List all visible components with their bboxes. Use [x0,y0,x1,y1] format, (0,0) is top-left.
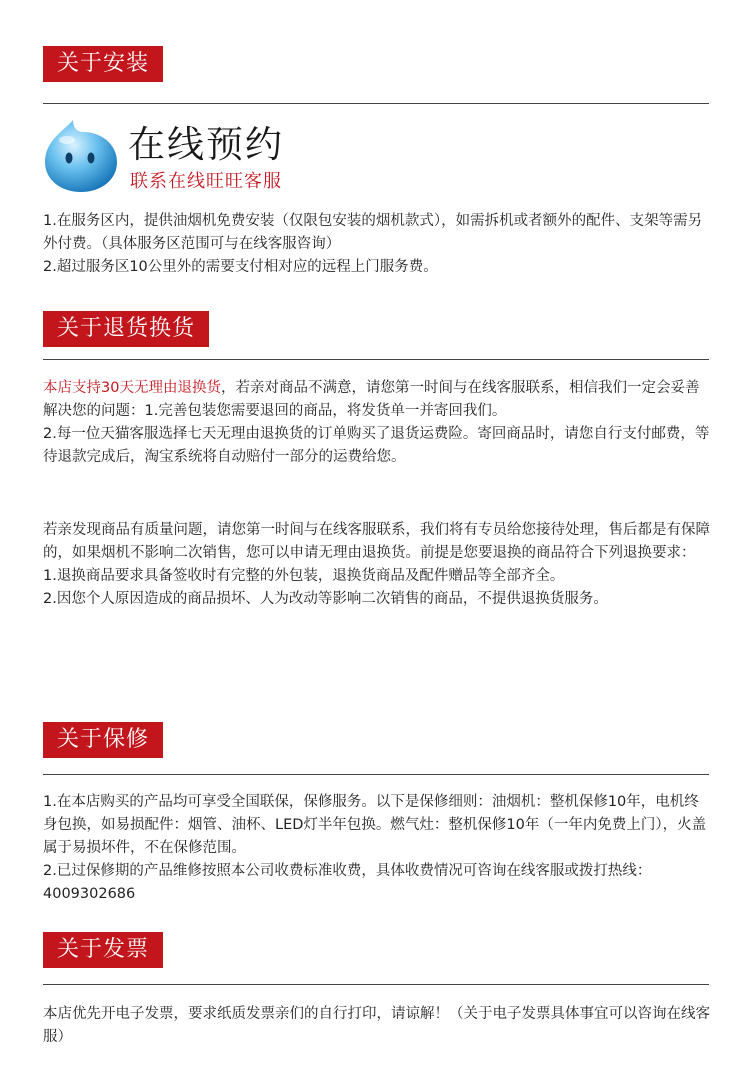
online-booking-title: 在线预约 [128,123,284,166]
install-line-1: 1.在服务区内，提供油烟机免费安装（仅限包安装的烟机款式），如需拆机或者额外的配件、支架等需另外付费。（具体服务区范围可与在线客服咨询） [43,213,703,252]
quality-line-3: 2.因您个人原因造成的商品损坏、人为改动等影响二次销售的商品，不提供退换货服务。 [43,591,608,607]
warranty-divider [43,774,709,775]
install-text [43,210,713,279]
warranty-section-title: 关于保修 [43,722,163,758]
returns-text [43,377,713,469]
returns-line-2: 2.每一位天猫客服选择七天无理由退换货的订单购买了退货运费险。寄回商品时，请您自行支付邮费，等待退款完成后，淘宝系统将自动赔付一部分的运费给您。 [43,426,710,465]
returns-divider [43,359,709,360]
invoice-section-title: 关于发票 [43,932,163,968]
returns-line-1 [43,377,713,423]
quality-text [43,519,713,611]
install-divider [43,103,709,104]
quality-line-1: 若亲发现商品有质量问题，请您第一时间与在线客服联系，我们将有专员给您接待处理，售后都是有保障的，如果烟机不影响二次销售，您可以申请无理由退换货。前提是您要退换的商品符合下列退换要求： [43,522,710,561]
install-section-title: 关于安装 [43,46,163,82]
wangwang-droplet-icon[interactable] [43,118,119,194]
warranty-text [43,791,713,906]
returns-highlight: 本店支持30天无理由退换货 [43,380,221,396]
invoice-divider [43,984,709,985]
install-line-2: 2.超过服务区10公里外的需要支付相对应的远程上门服务费。 [43,259,438,275]
warranty-line-2: 2.已过保修期的产品维修按照本公司收费标准收费，具体收费情况可咨询在线客服或拨打热线：4009302686 [43,863,652,902]
contact-wangwang-link[interactable]: 联系在线旺旺客服 [130,171,282,192]
returns-section-title: 关于退货换货 [43,311,209,347]
invoice-text [43,1003,713,1049]
invoice-line-1: 本店优先开电子发票，要求纸质发票亲们的自行打印，请谅解！（关于电子发票具体事宜可以咨询在线客服） [43,1006,710,1045]
returns-line-1-rest: ，若亲对商品不满意，请您第一时间与在线客服联系，相信我们一定会妥善解决您的问题：1.完善包装您需要退回的商品，将发货单一并寄回我们。 [43,380,700,419]
warranty-line-1: 1.在本店购买的产品均可享受全国联保，保修服务。以下是保修细则：油烟机：整机保修10年，电机终身包换，如易损配件：烟管、油杯、LED灯半年包换。燃气灶：整机保修10年（一年内免费上门），火盖属于易损坏件，不在保修范围。 [43,794,707,856]
quality-line-2: 1.退换商品要求具备签收时有完整的外包装，退换货商品及配件赠品等全部齐全。 [43,568,565,584]
